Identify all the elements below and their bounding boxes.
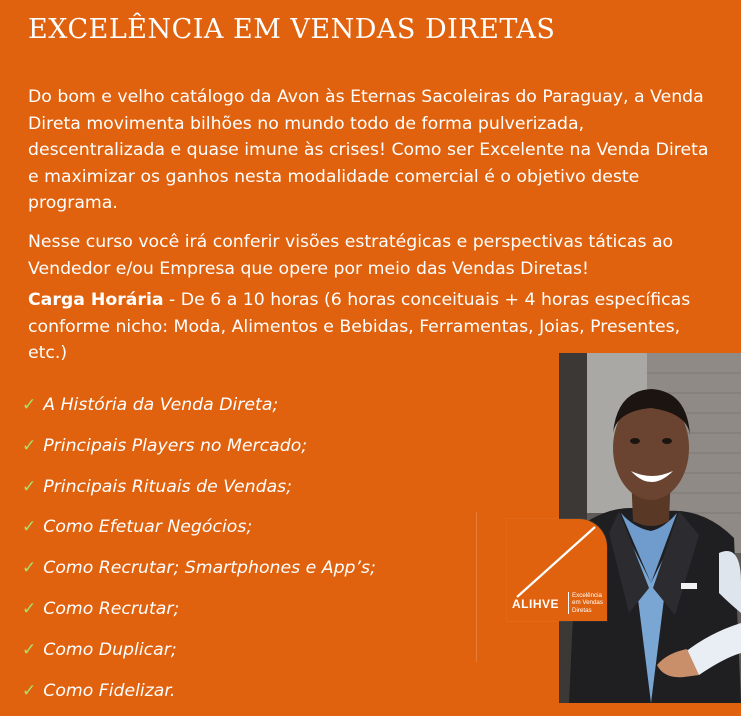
check-icon: ✓ — [22, 639, 37, 660]
topics-list — [22, 390, 376, 716]
list-item — [22, 472, 376, 513]
check-icon: ✓ — [22, 395, 37, 415]
list-item — [22, 553, 376, 594]
topic-label: A História da Venda Direta; — [43, 395, 279, 415]
alihve-logo — [507, 519, 607, 621]
check-icon: ✓ — [22, 435, 37, 456]
check-icon: ✓ — [22, 476, 37, 497]
topic-label: Como Fidelizar. — [43, 680, 176, 701]
list-item — [22, 635, 376, 676]
list-item — [22, 594, 376, 635]
topic-label: Como Efetuar Negócios; — [43, 517, 253, 538]
topic-label: Como Recrutar; — [43, 598, 180, 619]
intro-paragraph: Do bom e velho catálogo da Avon às Eternas Sacoleiras do Paraguay, a Venda Direta movimenta bilhões no mundo todo de forma pulverizada, descentralizada e quase imune às crises! Como ser Excelente na Venda Direta e maximizar os ganhos nesta modalidade comercial é o objetivo deste programa. — [28, 87, 709, 213]
topic-label: Principais Players no Mercado; — [43, 435, 308, 456]
course-paragraph: Nesse curso você irá conferir visões estratégicas e perspectivas táticas ao Vendedor e/ou Empresa que opere por meio das Vendas Diretas! — [28, 232, 674, 279]
logo-tagline-line: em Vendas — [572, 599, 603, 607]
logo-name: ALIHVE — [512, 597, 560, 611]
check-icon: ✓ — [22, 517, 37, 538]
list-item — [22, 512, 376, 553]
logo-tagline — [568, 592, 603, 614]
topic-label: Como Duplicar; — [43, 639, 177, 660]
check-icon: ✓ — [22, 558, 37, 579]
topic-label: Principais Rituais de Vendas; — [43, 476, 292, 497]
divider — [476, 512, 477, 662]
list-item — [22, 390, 376, 431]
check-icon: ✓ — [22, 680, 37, 701]
page-title: EXCELÊNCIA EM VENDAS DIRETAS — [28, 14, 556, 45]
check-icon: ✓ — [22, 598, 37, 619]
workload-text: - De 6 a 10 horas (6 horas conceituais + 4 horas específicas conforme nicho: Moda, Alimentos e Bebidas, Ferramentas, Joias, Presentes, etc.) — [28, 290, 691, 363]
workload-label: Carga Horária — [28, 290, 164, 310]
logo-tagline-line: Excelência — [572, 592, 602, 599]
list-item — [22, 676, 376, 716]
logo-tagline-line: Diretas — [572, 606, 592, 614]
topic-label: Como Recrutar; Smartphones e App’s; — [43, 558, 376, 579]
list-item — [22, 431, 376, 472]
